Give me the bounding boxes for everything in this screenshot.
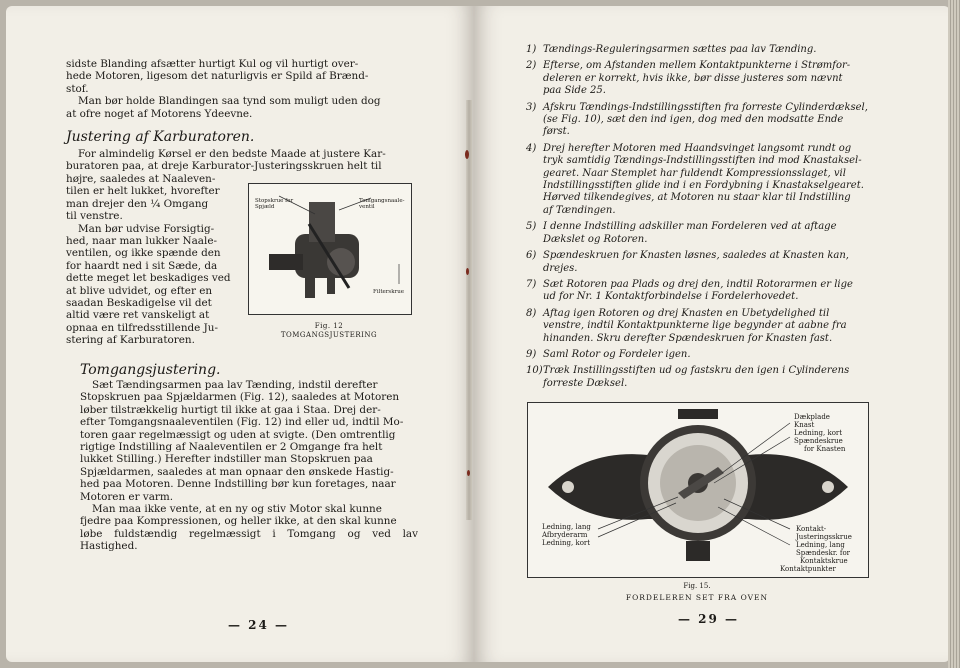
fig15-label-kontaktskrue: Kontaktskrue <box>800 557 848 565</box>
text-line: sidste Blanding afsætter hurtigt Kul og vil hurtigt over- <box>66 58 359 70</box>
text-line: Spjældarmen, saaledes at man opnaar den ønskede Hastig- <box>80 465 394 478</box>
text-line: løbe fuldstændig regelmæssigt i Tomgang og ved lav Hastighed. <box>80 527 418 553</box>
fig15-label-ledning-kort-left: Ledning, kort <box>542 539 591 547</box>
text-line: deleren er korrekt, hvis ikke, bør disse justeres som nævnt <box>543 72 843 84</box>
fig15-labels-top-right <box>794 413 845 453</box>
figure-15-distributor <box>527 402 869 578</box>
step-number: 6) <box>526 250 537 262</box>
fig12-title: TOMGANGSJUSTERING <box>280 331 378 339</box>
list-item <box>526 308 870 345</box>
section-heading-karburator: Justering af Karburatoren. <box>66 129 255 145</box>
text-line: stof. <box>66 82 89 95</box>
fig15-title: FORDELEREN SET FRA OVEN <box>625 593 769 602</box>
fig12-label-filterskrue: Filterskrue <box>373 289 405 295</box>
fig15-number: Fig. 15. <box>683 582 711 590</box>
page-number-right: — 29 — <box>678 612 740 626</box>
fig15-label-kontakt: Kontakt- <box>796 525 827 533</box>
fig12-label-stopskrue: Stopskrue for Spjæld <box>255 198 294 210</box>
fig15-label-daekplade: Dækplade <box>794 413 830 421</box>
list-item <box>526 365 870 390</box>
step-number: 3) <box>526 101 537 113</box>
text-line: Sæt Rotoren paa Plads og drej den, indtil Rotorarmen er lige <box>543 278 853 290</box>
text-line: Man bør udvise Forsigtig- <box>78 222 215 235</box>
text-line: opnaa en tilfredsstillende Ju- <box>66 321 218 334</box>
list-item <box>526 279 870 304</box>
step-number: 5) <box>526 221 537 233</box>
text-line: Indstillingsstiften glide ind i en Fordybning i Knastakselgearet. <box>543 180 864 192</box>
text-line: For almindelig Kørsel er den bedste Maade at justere Kar- <box>78 148 386 160</box>
list-item <box>526 60 870 97</box>
page-number-left: — 24 — <box>228 618 290 632</box>
text-line: Man maa ikke vente, at en ny og stiv Motor skal kunne <box>92 503 382 516</box>
text-line: højre, saaledes at Naaleven- <box>66 173 216 185</box>
text-line: Stopskruen paa Spjældarmen (Fig. 12), saaledes at Motoren <box>80 391 400 404</box>
text-line: stering af Karburatoren. <box>66 334 195 347</box>
fig15-label-ledning-lang-right: Ledning, lang <box>796 541 845 549</box>
text-line: Motoren er varm. <box>80 490 174 503</box>
step-number: 10) <box>526 365 543 377</box>
text-line: dette meget let beskadiges ved <box>66 272 231 285</box>
page-edges <box>948 0 960 668</box>
book-spine <box>466 100 472 520</box>
text-line: Dækslet og Rotoren. <box>543 233 648 245</box>
text-line: ventilen, og ikke spænde den <box>66 247 221 260</box>
text-line: Man bør holde Blandingen saa tynd som muligt uden dog <box>78 95 381 108</box>
list-item <box>526 250 870 275</box>
text-line: (se Fig. 10), sæt den ind igen, dog med den modsatte Ende først. <box>543 114 844 138</box>
text-line: at ofre noget af Motorens Ydeevne. <box>66 107 253 120</box>
stain-mark <box>465 150 469 159</box>
fig15-label-knast: Knast <box>794 421 815 429</box>
text-line: Afskru Tændings-Indstillingsstiften fra forreste Cylinderdæksel, <box>543 101 868 113</box>
section1-paragraph <box>66 148 412 173</box>
text-line: hinanden. Skru derefter Spændeskruen for Knasten fast. <box>543 332 833 344</box>
fig15-label-for-knasten: for Knasten <box>804 445 846 453</box>
list-item <box>526 143 870 217</box>
text-line: venstre, indtil Kontaktpunkterne lige begynder at aabne fra <box>543 320 847 332</box>
text-line: tryk samtidig Tændings-Indstillingsstiften ind mod Knastaksel- <box>543 155 862 167</box>
fig15-label-spaendeskr: Spændeskr. for <box>796 549 851 557</box>
text-line: paa Side 25. <box>543 85 606 97</box>
text-line: gearet. Naar Stemplet har fuldendt Kompressionsslaget, vil <box>543 167 846 179</box>
text-line: drejes. <box>543 262 578 274</box>
text-line: Træk Instillingsstiften ud og fastskru den igen i Cylinderens <box>543 365 850 377</box>
text-line: hede Motoren, ligesom det naturligvis er Spild af Brænd- <box>66 70 369 83</box>
fig15-label-afbryderarm: Afbryderarm <box>542 531 588 539</box>
fig12-number: Fig. 12 <box>314 322 344 330</box>
step-number: 4) <box>526 142 537 154</box>
instruction-list <box>526 44 870 394</box>
text-line: Efterse, om Afstanden mellem Kontaktpunkterne i Strømfor- <box>543 60 851 72</box>
text-line: Saml Rotor og Fordeler igen. <box>543 348 691 360</box>
text-line: buratoren paa, at dreje Karburator-Justeringsskruen helt til <box>66 160 382 173</box>
text-line: Tændings-Reguleringsarmen sættes paa lav Tænding. <box>543 44 817 55</box>
text-line: I denne Indstilling adskiller man Fordeleren ved at aftage <box>543 221 837 233</box>
step-number: 9) <box>526 348 537 360</box>
list-item <box>526 44 870 56</box>
list-item <box>526 221 870 246</box>
text-line: fjedre paa Kompressionen, og heller ikke, at den skal kunne <box>80 515 397 528</box>
section-heading-tomgang: Tomgangsjustering. <box>80 362 221 378</box>
figure-12-caption <box>248 322 410 340</box>
intro-paragraph <box>66 58 412 120</box>
text-line: lukket Stilling.) Herefter indstiller man Stopskruen paa <box>80 453 373 466</box>
fig15-labels-left <box>542 523 591 547</box>
section1-narrow-column <box>66 173 244 347</box>
text-line: Sæt Tændingsarmen paa lav Tænding, indstil derefter <box>92 379 378 391</box>
text-line: hed paa Motoren. Denne Indstilling bør kun foretages, naar <box>80 478 396 491</box>
text-line: rigtige Indstilling af Naaleventilen er 2 Omgange fra helt <box>80 441 383 454</box>
text-line: Drej herefter Motoren med Haandsvinget langsomt rundt og <box>543 142 852 154</box>
step-number: 2) <box>526 60 537 72</box>
text-line: for haardt ned i sit Sæde, da <box>66 259 218 272</box>
text-line: af Tændingen. <box>543 204 616 216</box>
fig12-label-tomgangsnaaleventil: Tomgangsnaale-ventil <box>359 198 405 210</box>
text-line: man drejer den ¼ Omgang <box>66 197 209 210</box>
text-line: løber tilstrækkelig hurtigt til ikke at gaa i Staa. Drej der- <box>80 403 381 416</box>
text-line: Hørved tilkendegives, at Motoren nu staar klar til Indstilling <box>543 192 851 204</box>
fig15-label-kontaktpunkter: Kontaktpunkter <box>780 565 836 573</box>
fig15-label-ledning-lang: Ledning, lang <box>542 523 591 531</box>
text-line: forreste Dæksel. <box>543 377 628 389</box>
fig15-label-spaendeskrue: Spændeskrue <box>794 437 843 445</box>
step-number: 7) <box>526 278 537 290</box>
stain-mark <box>466 268 469 275</box>
text-line: Spændeskruen for Knasten løsnes, saaledes at Knasten kan, <box>543 250 849 262</box>
text-line: saadan Beskadigelse vil det <box>66 297 212 310</box>
text-line: Aftag igen Rotoren og drej Knasten en Ubetydelighed til <box>543 307 830 319</box>
figure-12-carburetor <box>248 183 412 315</box>
text-line: ud for Nr. 1 Kontaktforbindelse i Fordelerhovedet. <box>543 291 799 303</box>
step-number: 8) <box>526 307 537 319</box>
fig15-label-justeringsskrue: Justeringsskrue <box>796 533 852 541</box>
step-number: 1) <box>526 44 537 55</box>
text-line: toren gaar regelmæssigt og uden at svigte. (Den omtrentlig <box>80 428 396 441</box>
text-line: altid være ret vanskeligt at <box>66 309 210 322</box>
text-line: at blive udvidet, og efter en <box>66 284 213 297</box>
text-line: tilen er helt lukket, hvorefter <box>66 185 220 198</box>
fig15-label-ledning-kort: Ledning, kort <box>794 429 843 437</box>
text-line: hed, naar man lukker Naale- <box>66 235 217 248</box>
fig15-labels-bottom-right <box>780 525 852 573</box>
list-item <box>526 349 870 361</box>
stain-mark <box>467 470 470 476</box>
section2-paragraph <box>80 379 418 553</box>
text-line: efter Tomgangsnaaleventilen (Fig. 12) ind eller ud, indtil Mo- <box>80 416 404 429</box>
list-item <box>526 102 870 139</box>
text-line: til venstre. <box>66 210 123 223</box>
